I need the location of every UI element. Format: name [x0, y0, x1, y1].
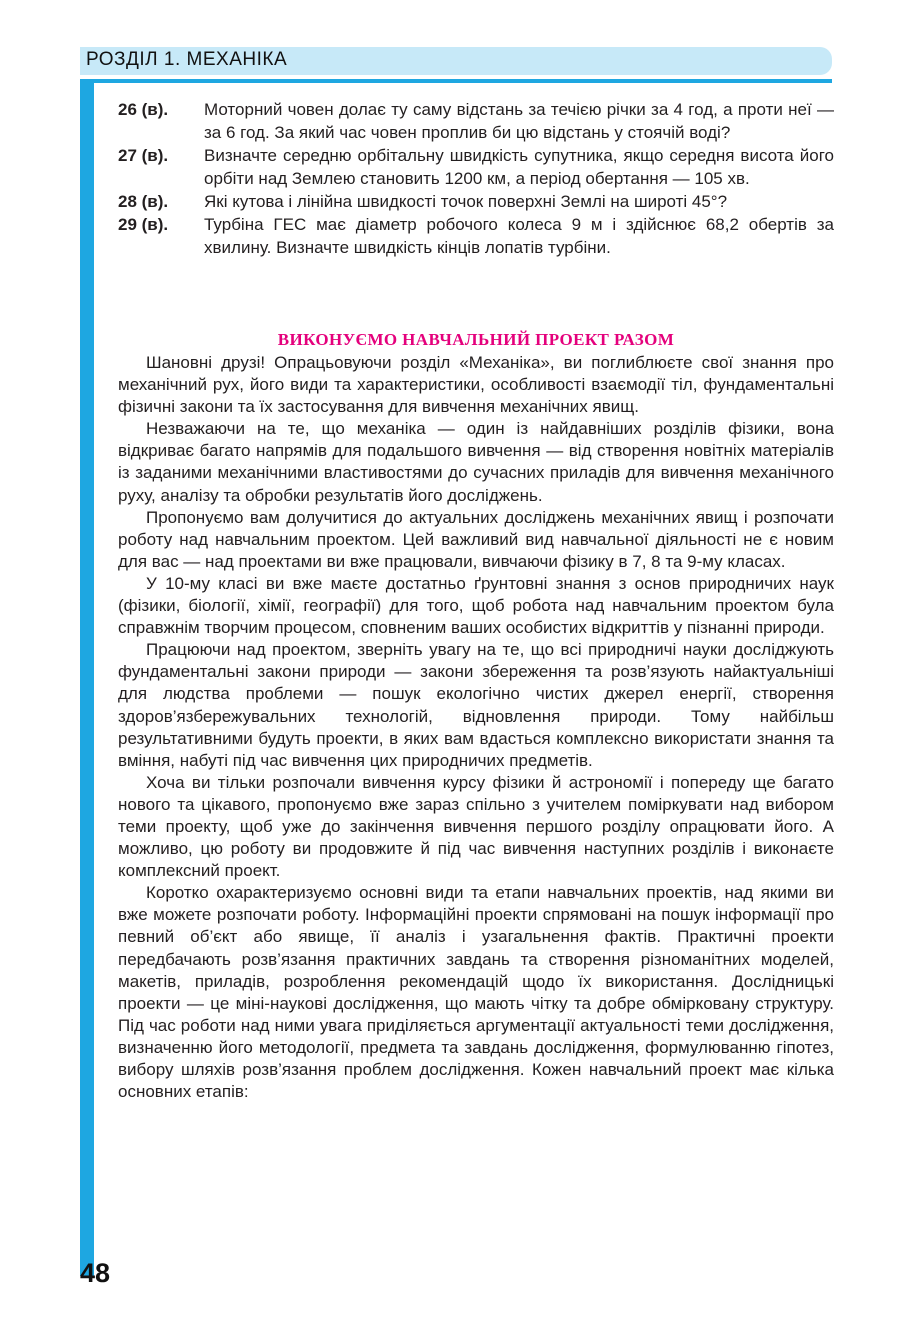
paragraph: Хоча ви тільки розпочали вивчення курсу фізики й астрономії і попереду ще багато нового та цікавого, пропонуємо вже зараз спільно з учителем поміркувати над вибором теми проекту, щоб уже до закінчення вивчення першого розділу опрацювати його. А можливо, цю роботу ви продовжите й під час вивчення наступних розділів і виконаєте комплексний проект. [118, 772, 834, 881]
task-number: 27 (в). [118, 146, 169, 165]
task-item [118, 144, 834, 190]
paragraph: Шановні друзі! Опрацьовуючи розділ «Механіка», ви поглиблюєте свої знання про механічний рух, його види та характеристики, особливості взаємодії тіл, фундаментальні фізичні закони та їх застосування для вивчення механічних явищ. [118, 353, 834, 417]
task-item [118, 98, 834, 144]
task-text: Визначте середню орбітальну швидкість супутника, якщо середня висота його орбіти над Землею становить 1200 км, а період обертання — 105 хв. [204, 146, 834, 188]
section-heading: ВИКОНУЄМО НАВЧАЛЬНИЙ ПРОЕКТ РАЗОМ [277, 330, 675, 349]
section-body [118, 352, 834, 1103]
page-side-bar [80, 79, 94, 1276]
chapter-header-rule [80, 79, 832, 83]
page-number: 48 [80, 1258, 111, 1288]
task-text: Які кутова і лінійна швидкості точок поверхні Землі на широті 45°? [204, 192, 728, 211]
task-text: Турбіна ГЕС має діаметр робочого колеса 9 м і здійснює 68,2 обертів за хвилину. Визначте швидкість кінців лопатів турбіни. [204, 215, 834, 257]
chapter-title: РОЗДІЛ 1. МЕХАНІКА [86, 49, 288, 70]
task-number: 26 (в). [118, 100, 169, 119]
task-item [118, 213, 834, 259]
paragraph: Коротко охарактеризуємо основні види та етапи навчальних проектів, над якими ви вже можете розпочати роботу. Інформаційні проекти спрямовані на пошук інформації про певний об’єкт або явище, її аналіз і узагальнення фактів. Практичні проекти передбачають розв’язання практичних завдань та створення різноманітних моделей, макетів, приладів, розроблення рекомендацій щодо їх використання. Дослідницькі проекти — це міні-наукові дослідження, що мають чітку та добре обмірковану структуру. Під час роботи над ними увага приділяється аргументації актуальності теми дослідження, визначенню його методології, предмета та завдань дослідження, формулюванню гіпотез, вибору шляхів розв’язання проблем дослідження. Кожен навчальний проект має кілька основних етапів: [118, 883, 834, 1102]
paragraph: Працюючи над проектом, зверніть увагу на те, що всі природничі науки досліджують фундаментальні закони природи — закони збереження та розв’язують найактуальніші для людства проблеми — пошук екологічно чистих джерел енергії, створення здоров’язбережувальних технологій, відновлення природи. Тому найбільш результативними будуть проекти, в яких вам вдасться комплексно використати знання та вміння, набуті під час вивчення цих природничих предметів. [118, 640, 834, 770]
paragraph: Пропонуємо вам долучитися до актуальних досліджень механічних явищ і розпочати роботу над навчальним проектом. Цей важливий вид навчальної діяльності не є новим для вас — над проектами ви вже працювали, вивчаючи фізику в 7, 8 та 9-му класах. [118, 507, 834, 571]
task-item [118, 190, 834, 213]
task-number: 28 (в). [118, 192, 169, 211]
task-list [118, 98, 834, 259]
task-number: 29 (в). [118, 215, 169, 234]
paragraph: У 10-му класі ви вже маєте достатньо ґрунтовні знання з основ природничих наук (фізики, біології, хімії, географії) для того, щоб робота над навчальним проектом була справжнім творчим процесом, сповненим ваших особистих відкриттів у пізнанні природи. [118, 573, 834, 638]
paragraph: Незважаючи на те, що механіка — один із найдавніших розділів фізики, вона відкриває багато напрямів для подальшого вивчення — від створення новітніх матеріалів із заданими механічними властивостями до сучасних приладів для вивчення механічного руху, аналізу та обробки результатів його досліджень. [118, 419, 834, 505]
task-text: Моторний човен долає ту саму відстань за течією річки за 4 год, а проти неї — за 6 год. За який час човен проплив би цю відстань у стоячій воді? [204, 100, 834, 142]
